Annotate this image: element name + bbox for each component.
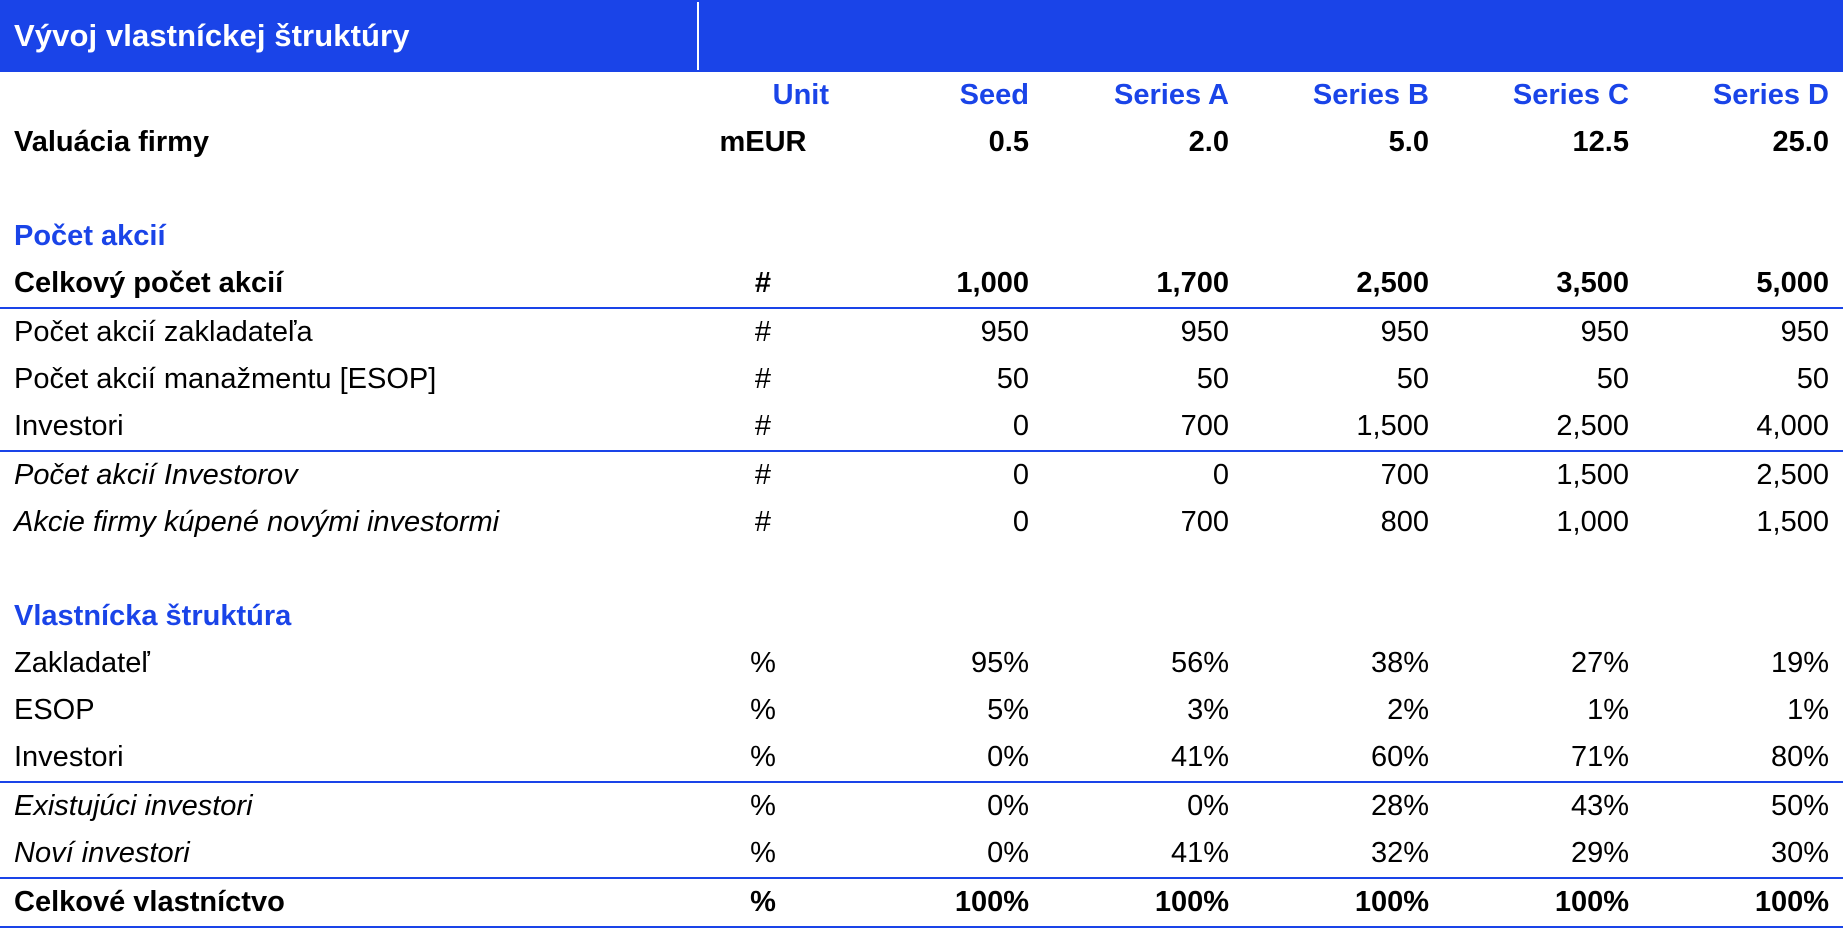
cell-new-investors-pct-series-a: 41% <box>1170 837 1229 869</box>
cell-esop-pct-series-a: 3% <box>1187 694 1229 726</box>
cell-esop-pct-series-d: 1% <box>1787 694 1829 726</box>
cell-esop-shares-series-b: 50 <box>1396 363 1429 395</box>
row-unit-investors-pct: % <box>750 741 776 773</box>
cell-total-shares-series-d: 5,000 <box>1756 267 1829 299</box>
header-stage-series-a: Series A <box>1114 79 1229 111</box>
cell-investors-pct-seed: 0% <box>987 741 1029 773</box>
cell-valuation-series-b: 5.0 <box>1388 126 1429 158</box>
cell-esop-shares-series-c: 50 <box>1596 363 1629 395</box>
cell-total-shares-series-b: 2,500 <box>1356 267 1429 299</box>
cell-founder-pct-series-b: 38% <box>1370 647 1429 679</box>
cell-valuation-series-c: 12.5 <box>1572 126 1629 158</box>
row-unit-new-investor-shares: # <box>754 506 772 538</box>
cell-total-ownership-series-c: 100% <box>1554 886 1629 918</box>
cell-total-shares-series-a: 1,700 <box>1156 267 1229 299</box>
cell-valuation-seed: 0.5 <box>988 126 1029 158</box>
cell-investors-shares-series-c: 2,500 <box>1556 410 1629 442</box>
table-row <box>0 499 1843 546</box>
spacer-cell <box>0 166 683 213</box>
table-row <box>0 260 1843 308</box>
row-label-investors-pct: Investori <box>14 741 124 773</box>
cell-total-ownership-series-d: 100% <box>1754 886 1829 918</box>
table-header-row <box>0 71 1843 119</box>
row-unit-esop-pct: % <box>750 694 776 726</box>
row-label-esop-shares: Počet akcií manažmentu [ESOP] <box>14 363 437 395</box>
cell-new-investors-pct-series-b: 32% <box>1370 837 1429 869</box>
table-row <box>0 119 1843 166</box>
section-blank-8 <box>1243 593 1443 640</box>
section-title-shares: Počet akcií <box>14 220 166 252</box>
section-blank-1 <box>843 213 1043 260</box>
cell-existing-investor-shares-series-a: 0 <box>1212 459 1229 491</box>
table-row <box>0 687 1843 734</box>
row-label-total-shares: Celkový počet akcií <box>14 267 284 299</box>
row-label-esop-pct: ESOP <box>14 694 95 726</box>
row-label-valuation: Valuácia firmy <box>14 126 210 158</box>
cell-new-investors-pct-series-c: 29% <box>1570 837 1629 869</box>
cell-new-investor-shares-series-a: 700 <box>1180 506 1229 538</box>
row-label-total-ownership: Celkové vlastníctvo <box>14 886 285 918</box>
cell-new-investor-shares-series-d: 1,500 <box>1756 506 1829 538</box>
cell-total-ownership-series-a: 100% <box>1154 886 1229 918</box>
header-unit: Unit <box>772 79 829 111</box>
title-divider <box>697 2 699 70</box>
row-label-new-investors-pct: Noví investori <box>14 837 190 869</box>
cell-esop-shares-series-a: 50 <box>1196 363 1229 395</box>
header-stage-seed: Seed <box>959 79 1029 111</box>
cell-investors-shares-seed: 0 <box>1012 410 1029 442</box>
row-unit-investors-shares: # <box>754 410 772 442</box>
cell-investors-shares-series-d: 4,000 <box>1756 410 1829 442</box>
cell-esop-pct-seed: 5% <box>987 694 1029 726</box>
cell-investors-pct-series-b: 60% <box>1370 741 1429 773</box>
table-row <box>0 403 1843 451</box>
table-row <box>0 356 1843 403</box>
cell-existing-investors-pct-series-d: 50% <box>1770 790 1829 822</box>
cell-investors-shares-series-a: 700 <box>1180 410 1229 442</box>
cell-total-shares-seed: 1,000 <box>956 267 1029 299</box>
row-unit-new-investors-pct: % <box>750 837 776 869</box>
section-title-ownership: Vlastnícka štruktúra <box>14 600 292 632</box>
spacer-cell <box>1443 166 1643 213</box>
table-row <box>0 308 1843 356</box>
cell-investors-shares-series-b: 1,500 <box>1356 410 1429 442</box>
cell-founder-shares-series-c: 950 <box>1580 316 1629 348</box>
section-blank-9 <box>1443 593 1643 640</box>
cell-investors-pct-series-a: 41% <box>1170 741 1229 773</box>
table-spacer-row <box>0 546 1843 593</box>
cell-founder-pct-seed: 95% <box>970 647 1029 679</box>
section-blank-7 <box>1043 593 1243 640</box>
cell-esop-pct-series-b: 2% <box>1387 694 1429 726</box>
section-unit-ownership <box>683 593 843 640</box>
cell-founder-pct-series-c: 27% <box>1570 647 1629 679</box>
table-row <box>0 734 1843 782</box>
section-blank-4 <box>1443 213 1643 260</box>
header-stage-series-c: Series C <box>1512 79 1629 111</box>
spacer-cell <box>1643 166 1843 213</box>
cell-founder-shares-seed: 950 <box>980 316 1029 348</box>
spacer-cell <box>1643 546 1843 593</box>
row-label-existing-investors-pct: Existujúci investori <box>14 790 253 822</box>
spacer-cell <box>683 546 843 593</box>
table-spacer-row <box>0 166 1843 213</box>
row-unit-founder-pct: % <box>750 647 776 679</box>
cell-founder-pct-series-a: 56% <box>1170 647 1229 679</box>
table-row <box>0 830 1843 878</box>
row-label-founder-pct: Zakladateľ <box>14 647 150 679</box>
cell-existing-investors-pct-seed: 0% <box>987 790 1029 822</box>
table-section-row <box>0 213 1843 260</box>
cell-valuation-series-a: 2.0 <box>1188 126 1229 158</box>
cell-founder-shares-series-b: 950 <box>1380 316 1429 348</box>
spacer-cell <box>1243 546 1443 593</box>
document-title-bar <box>0 0 1843 70</box>
cell-founder-pct-series-d: 19% <box>1770 647 1829 679</box>
cell-investors-pct-series-c: 71% <box>1570 741 1629 773</box>
table-section-row <box>0 593 1843 640</box>
table-total-row <box>0 878 1843 926</box>
row-unit-total-ownership: % <box>750 886 776 918</box>
row-unit-valuation: mEUR <box>719 126 807 158</box>
spacer-cell <box>843 546 1043 593</box>
section-blank-2 <box>1043 213 1243 260</box>
header-stage-series-d: Series D <box>1712 79 1829 111</box>
row-unit-founder-shares: # <box>754 316 772 348</box>
cell-existing-investor-shares-series-b: 700 <box>1380 459 1429 491</box>
cell-existing-investors-pct-series-a: 0% <box>1187 790 1229 822</box>
row-label-new-investor-shares: Akcie firmy kúpené novými investormi <box>14 506 500 538</box>
cell-new-investors-pct-series-d: 30% <box>1770 837 1829 869</box>
cell-new-investor-shares-series-c: 1,000 <box>1556 506 1629 538</box>
header-stage-series-b: Series B <box>1312 79 1429 111</box>
cell-esop-shares-seed: 50 <box>996 363 1029 395</box>
spacer-cell <box>1443 546 1643 593</box>
section-blank-6 <box>843 593 1043 640</box>
cell-existing-investor-shares-series-c: 1,500 <box>1556 459 1629 491</box>
spacer-cell <box>683 166 843 213</box>
spacer-cell <box>1243 166 1443 213</box>
cell-total-ownership-seed: 100% <box>954 886 1029 918</box>
cell-new-investors-pct-seed: 0% <box>987 837 1029 869</box>
cell-existing-investor-shares-series-d: 2,500 <box>1756 459 1829 491</box>
section-blank-5 <box>1643 213 1843 260</box>
table-row <box>0 451 1843 499</box>
cell-total-shares-series-c: 3,500 <box>1556 267 1629 299</box>
spacer-cell <box>1043 546 1243 593</box>
spacer-cell <box>0 546 683 593</box>
row-label-investors-shares: Investori <box>14 410 124 442</box>
cell-esop-shares-series-d: 50 <box>1796 363 1829 395</box>
row-unit-total-shares: # <box>754 267 772 299</box>
page-title: Vývoj vlastníckej štruktúry <box>14 18 410 53</box>
cell-founder-shares-series-a: 950 <box>1180 316 1229 348</box>
cell-investors-pct-series-d: 80% <box>1770 741 1829 773</box>
row-unit-existing-investors-pct: % <box>750 790 776 822</box>
cell-total-ownership-series-b: 100% <box>1354 886 1429 918</box>
cell-founder-shares-series-d: 950 <box>1780 316 1829 348</box>
cell-existing-investors-pct-series-c: 43% <box>1570 790 1629 822</box>
cell-new-investor-shares-seed: 0 <box>1012 506 1029 538</box>
bottom-spacer <box>0 928 1843 942</box>
cell-existing-investor-shares-seed: 0 <box>1012 459 1029 491</box>
spacer-cell <box>843 166 1043 213</box>
table-row <box>0 640 1843 687</box>
cell-esop-pct-series-c: 1% <box>1587 694 1629 726</box>
cell-existing-investors-pct-series-b: 28% <box>1370 790 1429 822</box>
spacer-cell <box>1043 166 1243 213</box>
row-label-founder-shares: Počet akcií zakladateľa <box>14 316 313 348</box>
header-label <box>0 71 683 119</box>
row-unit-existing-investor-shares: # <box>754 459 772 491</box>
cell-valuation-series-d: 25.0 <box>1772 126 1829 158</box>
cell-new-investor-shares-series-b: 800 <box>1380 506 1429 538</box>
section-unit-shares <box>683 213 843 260</box>
row-label-existing-investor-shares: Počet akcií Investorov <box>14 459 298 491</box>
section-blank-10 <box>1643 593 1843 640</box>
table-row <box>0 782 1843 830</box>
section-blank-3 <box>1243 213 1443 260</box>
ownership-structure-table <box>0 70 1843 926</box>
row-unit-esop-shares: # <box>754 363 772 395</box>
